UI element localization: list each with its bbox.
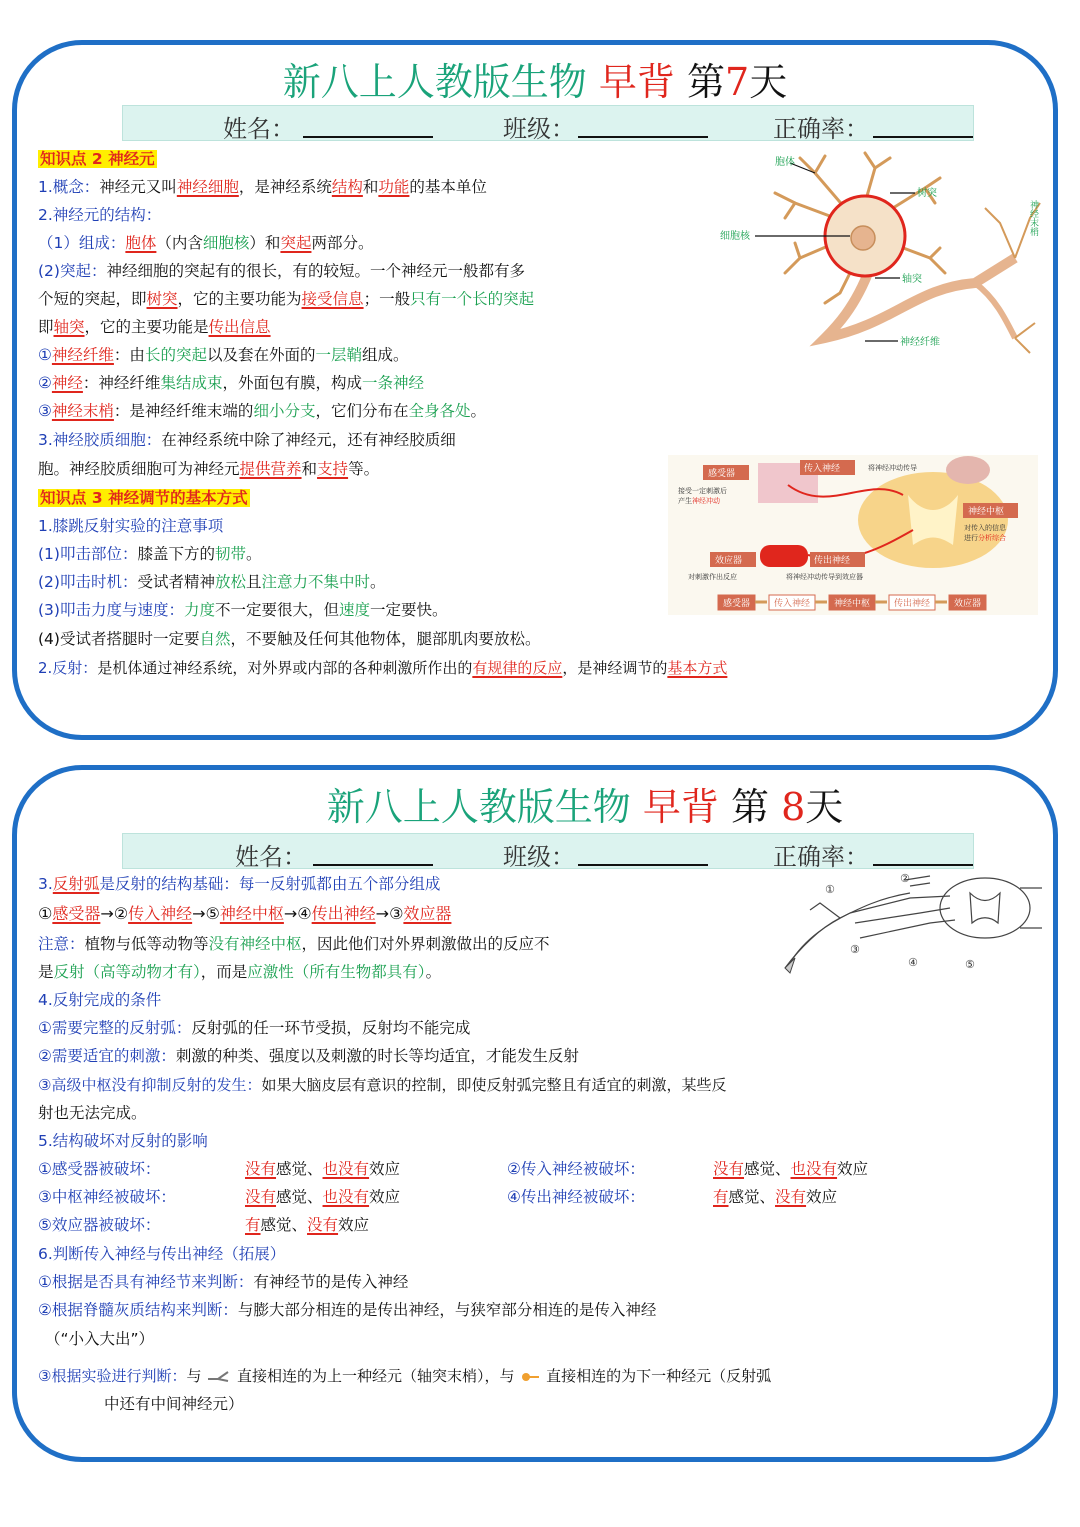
muscle-shape bbox=[760, 545, 808, 567]
d8-line10: 5.结构破坏对反射的影响 bbox=[38, 1132, 208, 1150]
d7-line9: ③神经末梢：是神经纤维末端的细小分支，它们分布在全身各处。 bbox=[38, 402, 486, 420]
day8-title: 新八上人教版生物 早背 第 8天 bbox=[326, 785, 844, 829]
fig-center-desc1: 对传入的信息 bbox=[964, 524, 1006, 532]
chain-label: 感受器 bbox=[723, 599, 751, 609]
fig-effector: 效应器 bbox=[715, 556, 743, 566]
fig-receive: 接受一定刺激后 bbox=[678, 487, 727, 495]
d7-line11: 胞。神经胶质细胞可为神经元提供营养和支持等。 bbox=[38, 460, 380, 478]
chain-label: 神经中枢 bbox=[834, 599, 871, 609]
label-axon: 轴突 bbox=[902, 274, 922, 285]
label-dendrite: 树突 bbox=[917, 188, 937, 199]
d8-effect-row1-left: ①感受器被破坏： bbox=[38, 1160, 161, 1178]
d8-effect-row2-left: ③中枢神经被破坏： bbox=[38, 1188, 176, 1206]
d8-effect-row1-right-val: 没有感觉、也没有效应 bbox=[713, 1160, 869, 1178]
cell-body-icon bbox=[519, 1369, 541, 1385]
label-ending: 神经末梢 bbox=[1028, 200, 1038, 236]
d7-line3: （1）组成：胞体（内含细胞核）和突起两部分。 bbox=[38, 234, 374, 252]
arc-n3: ③ bbox=[850, 943, 860, 956]
d8-effect-row2-right-val: 有感觉、没有效应 bbox=[713, 1188, 838, 1206]
d7-line1: 1.概念：神经元又叫神经细胞，是神经系统结构和功能的基本单位 bbox=[38, 178, 487, 196]
class-field[interactable] bbox=[578, 136, 708, 138]
d7-line17: 2.反射：是机体通过神经系统，对外界或内部的各种刺激所作出的有规律的反应，是神经调节的基本方式 bbox=[38, 659, 728, 677]
fig-afferent: 传入神经 bbox=[804, 464, 841, 474]
label-nucleus: 细胞核 bbox=[720, 231, 750, 242]
d8-line1: 3.反射弧是反射的结构基础：每一反射弧都由五个部分组成 bbox=[38, 875, 441, 893]
arc-n2: ② bbox=[900, 872, 910, 885]
d8-line3: 注意：植物与低等动物等没有神经中枢，因此他们对外界刺激做出的反应不 bbox=[38, 935, 550, 953]
arc-n1: ① bbox=[825, 883, 835, 896]
d8-line2: ①感受器→②传入神经→⑤神经中枢→④传出神经→③效应器 bbox=[38, 904, 452, 923]
kp2-heading: 知识点 2 神经元 bbox=[40, 150, 155, 168]
d7-line8: ②神经：神经纤维集结成束，外面包有膜，构成一条神经 bbox=[38, 374, 424, 392]
fig-efferent-desc: 将神经冲动传导到效应器 bbox=[786, 573, 863, 581]
fig-center-desc: 进行分析综合 bbox=[964, 534, 1006, 542]
accuracy-field[interactable] bbox=[873, 864, 973, 866]
label-fiber: 神经纤维 bbox=[900, 337, 940, 348]
d8-line13: ②根据脊髓灰质结构来判断：与膨大部分相连的是传出神经，与狭窄部分相连的是传入神经 bbox=[38, 1301, 657, 1319]
d7-line10: 3.神经胶质细胞：在神经系统中除了神经元，还有神经胶质细 bbox=[38, 431, 456, 449]
d8-effect-row3-left-val: 有感觉、没有效应 bbox=[245, 1216, 370, 1234]
d7-line5: 个短的突起，即树突，它的主要功能为接受信息；一般只有一个长的突起 bbox=[38, 290, 535, 308]
class-label: 班级： bbox=[503, 115, 575, 143]
neuron-figure bbox=[715, 148, 1050, 363]
d8-effect-row2-right: ④传出神经被破坏： bbox=[507, 1188, 645, 1206]
axon-ending-icon bbox=[206, 1369, 232, 1385]
d8-line9: 射也无法完成。 bbox=[38, 1104, 147, 1122]
fig-efferent: 传出神经 bbox=[814, 556, 851, 566]
d8-line7: ②需要适宜的刺激：刺激的种类、强度以及刺激的时长等均适宜，才能发生反射 bbox=[38, 1047, 579, 1065]
name-field[interactable] bbox=[313, 864, 433, 866]
chain-label: 效应器 bbox=[954, 599, 982, 609]
d7-line12: 1.膝跳反射实验的注意事项 bbox=[38, 517, 224, 535]
fig-receptor: 感受器 bbox=[708, 469, 736, 479]
fig-effector-desc: 对刺激作出反应 bbox=[688, 573, 737, 581]
day7-title: 新八上人教版生物 早背 第7天 bbox=[282, 60, 788, 104]
d8-line6: ①需要完整的反射弧：反射弧的任一环节受损，反射均不能完成 bbox=[38, 1019, 471, 1037]
d7-line6: 即轴突，它的主要功能是传出信息 bbox=[38, 318, 271, 336]
accuracy-field[interactable] bbox=[873, 136, 973, 138]
d8-line5: 4.反射完成的条件 bbox=[38, 991, 162, 1009]
d8-line15: ③根据实验进行判断：与 直接相连的为上一种经元（轴突末梢），与 直接相连的为下一种经元（反射弧 bbox=[38, 1367, 772, 1385]
d7-line15: (3)叩击力度与速度：力度不一定要很大，但速度一定要快。 bbox=[38, 601, 448, 619]
d8-line8: ③高级中枢没有抑制反射的发生：如果大脑皮层有意识的控制，即使反射弧完整且有适宜的刺激，某些反 bbox=[38, 1076, 727, 1094]
class-field[interactable] bbox=[578, 864, 708, 866]
day8-namebar bbox=[122, 833, 974, 869]
name-label: 姓名： bbox=[223, 115, 295, 143]
fig-produce: 产生神经冲动 bbox=[678, 497, 720, 505]
d8-effect-row1-left-val: 没有感觉、也没有效应 bbox=[245, 1160, 401, 1178]
d8-line16: 中还有中间神经元） bbox=[104, 1395, 244, 1413]
kp3-heading: 知识点 3 神经调节的基本方式 bbox=[40, 489, 248, 507]
d8-effect-row2-left-val: 没有感觉、也没有效应 bbox=[245, 1188, 401, 1206]
d7-line13: (1)叩击部位：膝盖下方的韧带。 bbox=[38, 545, 262, 563]
nucleus-shape bbox=[851, 226, 875, 250]
d7-line16: (4)受试者搭腿时一定要自然，不要触及任何其他物体，腿部肌肉要放松。 bbox=[38, 630, 541, 648]
fig-center: 神经中枢 bbox=[968, 507, 1005, 517]
d7-line14: (2)叩击时机：受试者精神放松且注意力不集中时。 bbox=[38, 573, 386, 591]
class-label: 班级： bbox=[503, 843, 575, 871]
reflex-arc-sketch bbox=[780, 868, 1045, 978]
fig-to-brain: 将神经冲动传导 bbox=[868, 464, 917, 472]
d7-line2: 2.神经元的结构： bbox=[38, 206, 162, 224]
day7-namebar bbox=[122, 105, 974, 141]
d8-line4: 是反射（高等动物才有），而是应激性（所有生物都具有）。 bbox=[38, 963, 442, 981]
reflex-arc-figure bbox=[668, 455, 1038, 615]
d8-effect-row3-left: ⑤效应器被破坏： bbox=[38, 1216, 161, 1234]
d8-line12: ①根据是否具有神经节来判断：有神经节的是传入神经 bbox=[38, 1273, 409, 1291]
label-cell-body: 胞体 bbox=[775, 157, 795, 168]
chain-label: 传入神经 bbox=[774, 599, 811, 609]
brain-shape bbox=[946, 456, 990, 484]
d8-line11: 6.判断传入神经与传出神经（拓展） bbox=[38, 1245, 286, 1263]
accuracy-label: 正确率： bbox=[773, 115, 869, 143]
chain-label: 传出神经 bbox=[894, 599, 931, 609]
d7-line4: (2)突起：神经细胞的突起有的很长，有的较短。一个神经元一般都有多 bbox=[38, 262, 525, 280]
d8-line14: （“小入大出”） bbox=[45, 1330, 155, 1348]
accuracy-label: 正确率： bbox=[773, 843, 869, 871]
name-label: 姓名： bbox=[235, 843, 307, 871]
d7-line7: ①神经纤维：由长的突起以及套在外面的一层鞘组成。 bbox=[38, 346, 409, 364]
name-field[interactable] bbox=[303, 136, 433, 138]
arc-n4: ④ bbox=[908, 956, 918, 969]
arc-n5: ⑤ bbox=[965, 958, 975, 971]
d8-effect-row1-right: ②传入神经被破坏： bbox=[507, 1160, 645, 1178]
